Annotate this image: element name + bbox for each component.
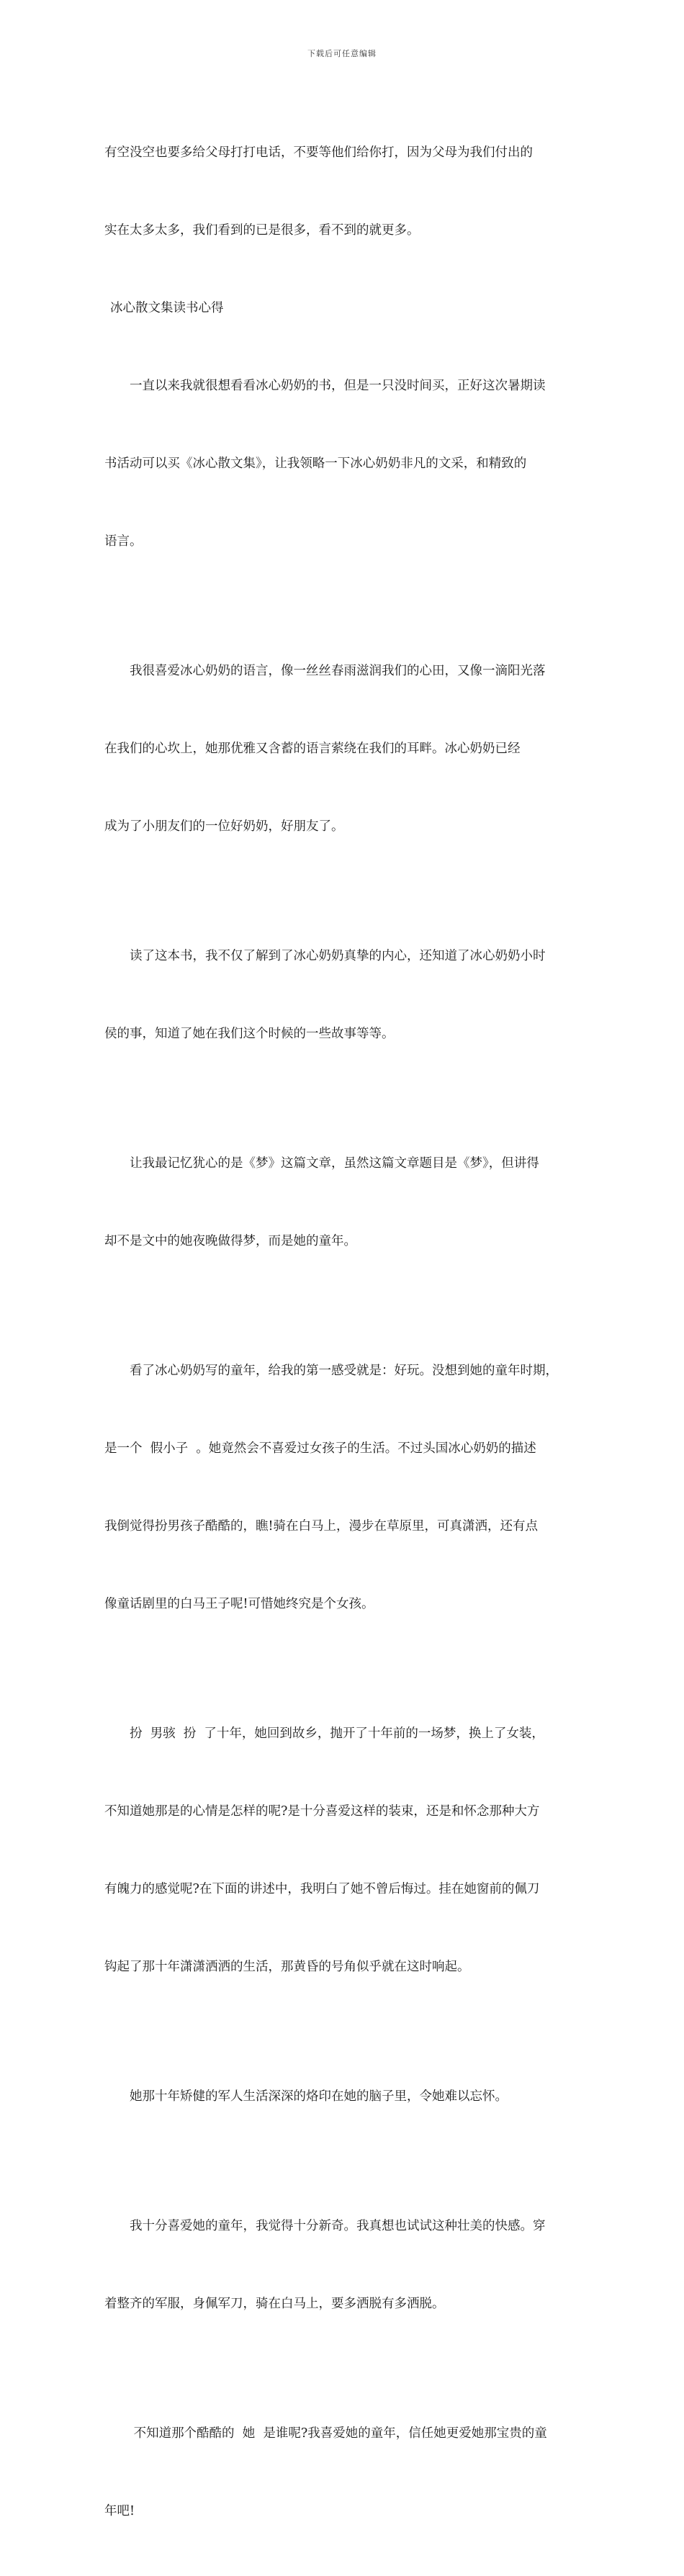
text-line: 有魄力的感觉呢?在下面的讲述中，我明白了她不曾后悔过。挂在她窗前的佩刀 (104, 1882, 540, 1896)
intro-paragraph (104, 88, 583, 295)
paragraph (104, 1099, 583, 1306)
text-line: 语言。 (104, 534, 143, 549)
paragraph (104, 606, 583, 891)
text-line: 不知道那个酷酷的 她 是谁呢?我喜爱她的童年，信任她更爱她那宝贵的童 (130, 2426, 547, 2441)
text-line: 着整齐的军服，身佩军刀，骑在白马上，要多洒脱有多洒脱。 (104, 2297, 445, 2311)
text-line: 在我们的心坎上，她那优雅又含蓄的语言萦绕在我们的耳畔。冰心奶奶已经 (104, 742, 521, 756)
paragraph (104, 2161, 583, 2369)
text-line: 我十分喜爱她的童年，我觉得十分新奇。我真想也试试这种壮美的快感。穿 (130, 2219, 546, 2233)
text-line: 成为了小朋友们的一位好奶奶，好朋友了。 (104, 819, 344, 834)
text-line: 我很喜爱冰心奶奶的语言，像一丝丝春雨滋润我们的心田，又像一滴阳光落 (130, 664, 546, 678)
text-line: 扮 男骇 扮 了十年，她回到故乡，抛开了十年前的一场梦，换上了女装， (130, 1726, 544, 1741)
text-line: 不知道她那是的心情是怎样的呢?是十分喜爱这样的装束，还是和怀念那种大方 (104, 1804, 540, 1819)
text-line: 年吧! (104, 2504, 135, 2518)
paragraph (104, 321, 583, 606)
paragraph (104, 2032, 583, 2161)
text-line: 她那十年矫健的军人生活深深的烙印在她的脑子里，令她难以忘怀。 (130, 2089, 508, 2104)
text-line: 像童话剧里的白马王子呢!可惜她终究是个女孩。 (104, 1597, 374, 1611)
paragraph (104, 1306, 583, 1669)
text-line: 我倒觉得扮男孩子酷酷的，瞧!骑在白马上，漫步在草原里，可真潇洒，还有点 (104, 1519, 539, 1534)
paragraph (104, 891, 583, 1099)
paragraph (104, 1669, 583, 2032)
text-line: 却不是文中的她夜晚做得梦，而是她的童年。 (104, 1234, 356, 1248)
page-header: 下载后可任意编辑 (307, 49, 377, 58)
text-line: 侯的事，知道了她在我们这个时候的一些故事等等。 (104, 1027, 395, 1041)
document-body (104, 88, 583, 2576)
text-line: 钩起了那十年潇潇洒洒的生活，那黄昏的号角似乎就在这时响起。 (104, 1960, 470, 1974)
text-line: 有空没空也要多给父母打打电话，不要等他们给你打，因为父母为我们付出的 (104, 145, 533, 160)
text-line: 是一个 假小子 。她竟然会不喜爱过女孩子的生活。不过头国冰心奶奶的描述 (104, 1441, 536, 1456)
text-line: 读了这本书，我不仅了解到了冰心奶奶真挚的内心，还知道了冰心奶奶小时 (130, 949, 546, 963)
text-line: 让我最记忆犹心的是《梦》这篇文章，虽然这篇文章题目是《梦》，但讲得 (130, 1156, 539, 1171)
article-title: 冰心散文集读书心得 (110, 301, 224, 315)
paragraph (104, 2369, 583, 2576)
text-line: 一直以来我就很想看看冰心奶奶的书，但是一只没时间买，正好这次暑期读 (130, 379, 546, 393)
text-line: 看了冰心奶奶写的童年，给我的第一感受就是：好玩。没想到她的童年时期， (130, 1364, 558, 1378)
text-line: 书活动可以买《冰心散文集》，让我领略一下冰心奶奶非凡的文采，和精致的 (104, 456, 527, 471)
text-line: 实在太多太多，我们看到的已是很多，看不到的就更多。 (104, 223, 420, 238)
